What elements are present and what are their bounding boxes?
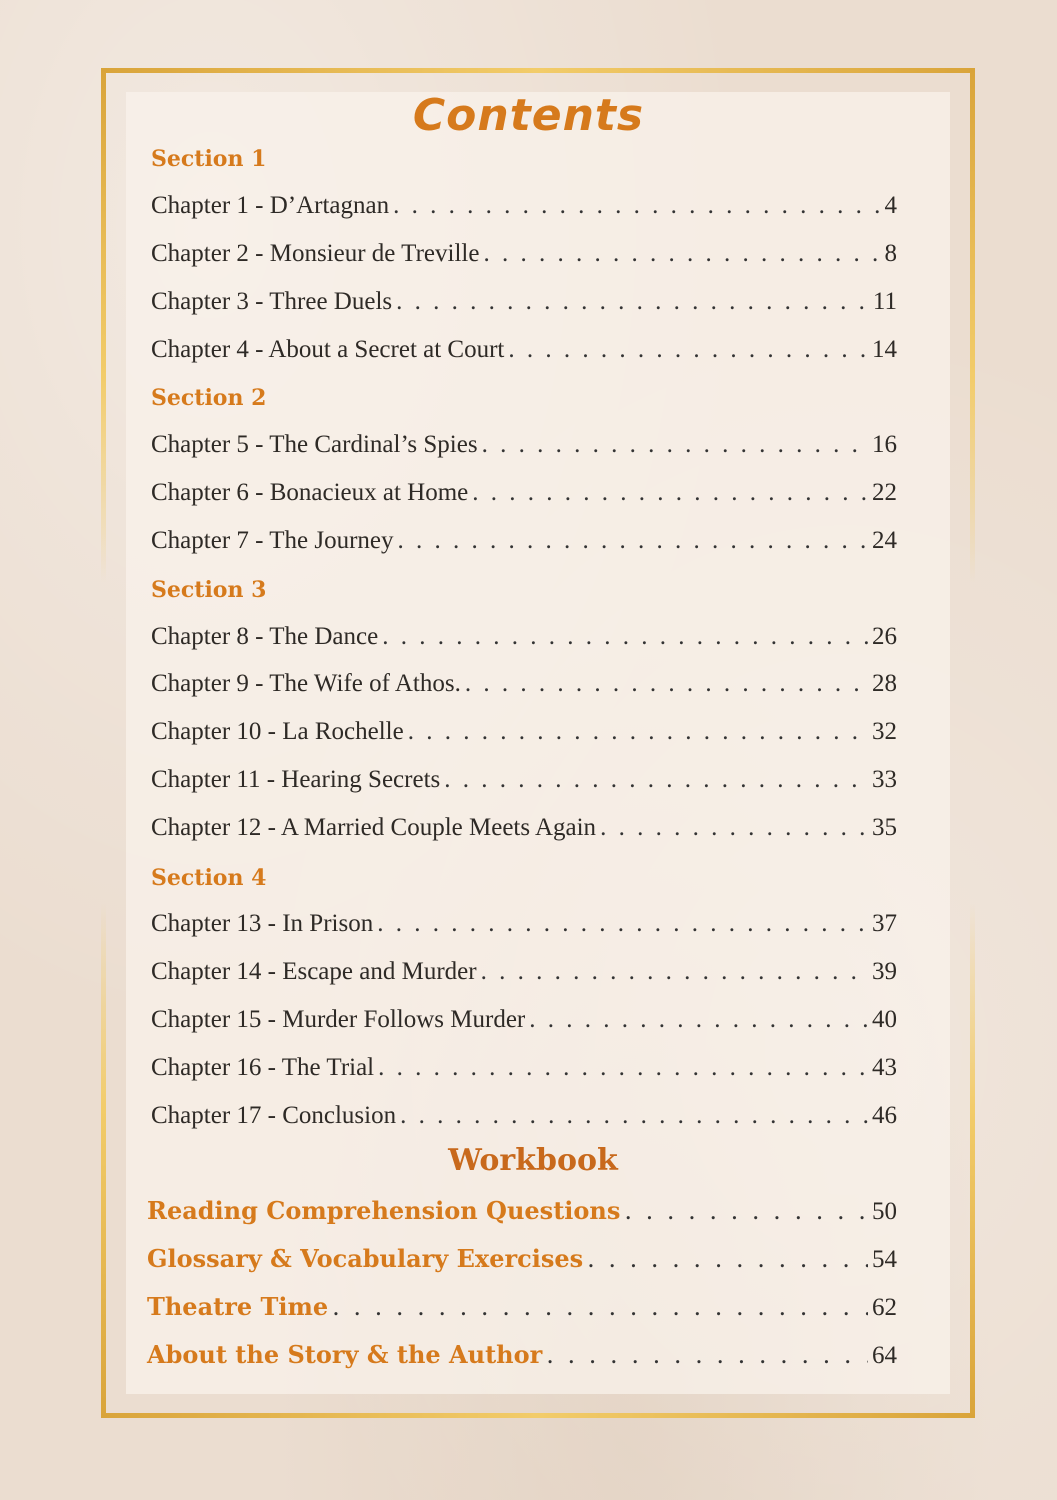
toc-row-label: Chapter 13 - In Prison	[151, 910, 374, 937]
dot-leader	[472, 479, 868, 507]
toc-row[interactable]	[151, 1102, 897, 1142]
dot-leader	[529, 1006, 868, 1034]
frame-left-border-upper	[101, 68, 106, 583]
toc-row-page: 14	[872, 336, 897, 363]
toc-row-page: 11	[872, 288, 897, 315]
toc-row[interactable]	[151, 192, 897, 232]
dot-leader	[378, 1054, 868, 1082]
dot-leader	[444, 766, 868, 794]
workbook-row-page: 64	[872, 1342, 897, 1369]
toc-row-label: Chapter 17 - Conclusion	[151, 1102, 397, 1129]
toc-row[interactable]	[151, 1054, 897, 1094]
workbook-row-page: 54	[872, 1246, 897, 1273]
dot-leader	[483, 240, 880, 268]
toc-row-label: Chapter 15 - Murder Follows Murder	[151, 1006, 526, 1033]
frame-bottom-border	[101, 1413, 975, 1418]
toc-row-page: 28	[872, 670, 897, 697]
toc-row-page: 33	[872, 766, 897, 793]
toc-row-label: Chapter 11 - Hearing Secrets	[151, 766, 441, 793]
toc-row[interactable]	[151, 958, 897, 998]
toc-row[interactable]	[151, 670, 897, 710]
dot-leader	[508, 336, 868, 364]
toc-row[interactable]	[151, 910, 897, 950]
toc-row[interactable]	[151, 718, 897, 758]
toc-row[interactable]	[151, 623, 897, 663]
page-title: Contents	[412, 90, 645, 141]
workbook-row-label: Reading Comprehension Questions	[147, 1196, 621, 1225]
dot-leader	[587, 1245, 868, 1273]
toc-row-label: Chapter 10 - La Rochelle	[151, 718, 404, 745]
toc-row-page: 26	[872, 623, 897, 650]
workbook-row[interactable]	[147, 1196, 897, 1236]
toc-row-label: Chapter 1 - D’Artagnan	[151, 192, 390, 219]
dot-leader	[624, 1197, 868, 1225]
dot-leader	[400, 1102, 868, 1130]
toc-row-page: 32	[872, 718, 897, 745]
toc-row[interactable]	[151, 527, 897, 567]
dot-leader	[600, 814, 868, 842]
toc-row-label: Chapter 5 - The Cardinal’s Spies	[151, 431, 478, 458]
dot-leader	[408, 718, 868, 746]
toc-row-page: 4	[884, 192, 897, 219]
frame-left-border-lower	[101, 903, 106, 1418]
workbook-row-page: 62	[872, 1294, 897, 1321]
dot-leader	[398, 527, 868, 555]
toc-row-page: 35	[872, 814, 897, 841]
toc-row-label: Chapter 8 - The Dance	[151, 623, 379, 650]
dot-leader	[377, 910, 868, 938]
workbook-row-label: Theatre Time	[147, 1292, 329, 1321]
toc-row-label: Chapter 14 - Escape and Murder	[151, 958, 477, 985]
section-heading: Section 3	[151, 577, 267, 603]
toc-row[interactable]	[151, 814, 897, 854]
toc-row-page: 43	[872, 1054, 897, 1081]
workbook-row[interactable]	[147, 1244, 897, 1284]
workbook-heading: Workbook	[448, 1143, 618, 1178]
toc-row-page: 8	[884, 240, 897, 267]
dot-leader	[332, 1293, 868, 1321]
toc-row-page: 16	[872, 431, 897, 458]
dot-leader	[546, 1341, 868, 1369]
toc-row[interactable]	[151, 479, 897, 519]
toc-row-label: Chapter 4 - About a Secret at Court	[151, 336, 505, 363]
toc-row[interactable]	[151, 336, 897, 376]
toc-row-page: 39	[872, 958, 897, 985]
toc-row-page: 46	[872, 1102, 897, 1129]
toc-row-label: Chapter 6 - Bonacieux at Home	[151, 479, 469, 506]
workbook-row[interactable]	[147, 1292, 897, 1332]
toc-row[interactable]	[151, 240, 897, 280]
workbook-row-label: Glossary & Vocabulary Exercises	[147, 1244, 584, 1273]
dot-leader	[396, 288, 869, 316]
frame-right-border-lower	[970, 903, 975, 1418]
workbook-row[interactable]	[147, 1340, 897, 1380]
dot-leader	[393, 192, 880, 220]
toc-row-page: 22	[872, 479, 897, 506]
frame-right-border-upper	[970, 68, 975, 583]
toc-row[interactable]	[151, 1006, 897, 1046]
toc-row[interactable]	[151, 288, 897, 328]
section-heading: Section 4	[151, 865, 267, 891]
toc-row-label: Chapter 16 - The Trial	[151, 1054, 375, 1081]
toc-row[interactable]	[151, 766, 897, 806]
dot-leader	[382, 623, 868, 651]
toc-row-page: 40	[872, 1006, 897, 1033]
toc-row-page: 24	[872, 527, 897, 554]
section-heading: Section 2	[151, 385, 267, 411]
workbook-row-page: 50	[872, 1198, 897, 1225]
section-heading: Section 1	[151, 146, 267, 172]
dot-leader	[481, 958, 868, 986]
toc-row[interactable]	[151, 431, 897, 471]
toc-row-label: Chapter 12 - A Married Couple Meets Again	[151, 814, 597, 841]
toc-row-label: Chapter 3 - Three Duels	[151, 288, 393, 315]
toc-row-label: Chapter 9 - The Wife of Athos.	[151, 670, 461, 697]
frame-top-border	[101, 68, 975, 73]
workbook-row-label: About the Story & the Author	[147, 1340, 543, 1369]
toc-row-page: 37	[872, 910, 897, 937]
dot-leader	[465, 670, 868, 698]
dot-leader	[482, 431, 868, 459]
toc-row-label: Chapter 7 - The Journey	[151, 527, 394, 554]
toc-row-label: Chapter 2 - Monsieur de Treville	[151, 240, 480, 267]
